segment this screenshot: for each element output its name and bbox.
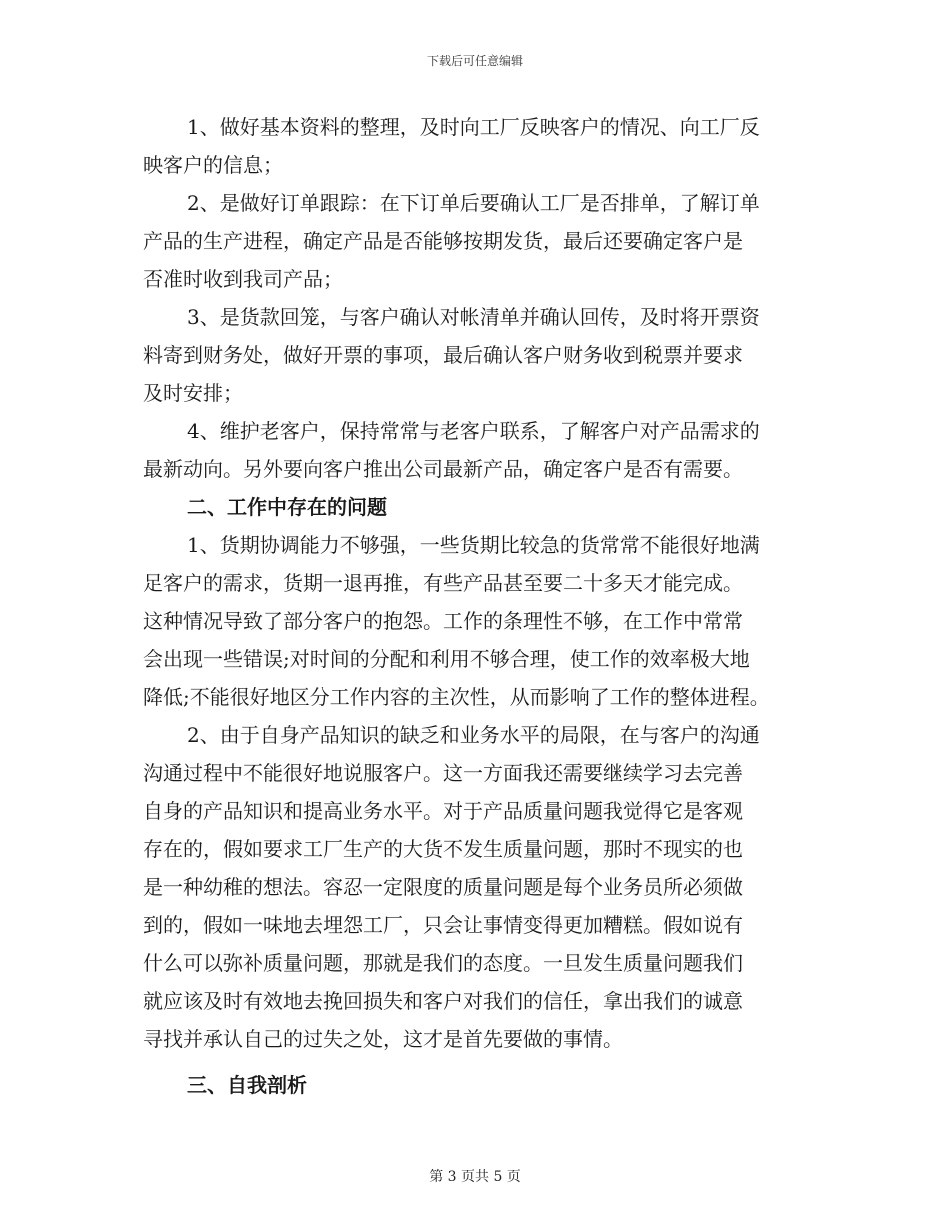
paragraph-line: 最新动向。另外要向客户推出公司最新产品，确定客户是否有需要。 [143, 457, 743, 481]
paragraph-line: 存在的，假如要求工厂生产的大货不发生质量问题，那时不现实的也 [143, 837, 743, 861]
paragraph-line: 2、由于自身产品知识的缺乏和业务水平的局限，在与客户的沟通 [187, 723, 760, 747]
paragraph-line: 及时安排； [143, 381, 243, 405]
paragraph-line: 映客户的信息； [143, 153, 283, 177]
paragraph-line: 3、是货款回笼，与客户确认对帐清单并确认回传，及时将开票资 [187, 305, 760, 329]
page-header: 下载后可任意编辑 [426, 54, 523, 68]
section-heading: 三、自我剖析 [187, 1073, 307, 1097]
page-footer: 第 3 页共 5 页 [429, 1169, 521, 1185]
paragraph-line: 足客户的需求，货期一退再推，有些产品甚至要二十多天才能完成。 [143, 571, 743, 595]
paragraph-line: 会出现一些错误;对时间的分配和利用不够合理，使工作的效率极大地 [143, 647, 750, 671]
paragraph-line: 4、维护老客户，保持常常与老客户联系，了解客户对产品需求的 [187, 419, 760, 443]
paragraph-line: 料寄到财务处，做好开票的事项，最后确认客户财务收到税票并要求 [143, 343, 743, 367]
document-body [143, 108, 823, 1104]
spacer [143, 1058, 823, 1066]
paragraph-line: 什么可以弥补质量问题，那就是我们的态度。一旦发生质量问题我们 [143, 951, 743, 975]
paragraph-line: 是一种幼稚的想法。容忍一定限度的质量问题是每个业务员所必须做 [143, 875, 743, 899]
paragraph-line: 寻找并承认自己的过失之处，这才是首先要做的事情。 [143, 1027, 623, 1051]
paragraph-line: 到的，假如一味地去埋怨工厂，只会让事情变得更加糟糕。假如说有 [143, 913, 743, 937]
paragraph-line: 自身的产品知识和提高业务水平。对于产品质量问题我觉得它是客观 [143, 799, 743, 823]
paragraph-line: 就应该及时有效地去挽回损失和客户对我们的信任，拿出我们的诚意 [143, 989, 743, 1013]
paragraph-line: 产品的生产进程，确定产品是否能够按期发货，最后还要确定客户是 [143, 229, 743, 253]
paragraph-line: 2、是做好订单跟踪：在下订单后要确认工厂是否排单，了解订单 [187, 191, 760, 215]
paragraph-line: 1、做好基本资料的整理，及时向工厂反映客户的情况、向工厂反 [187, 115, 760, 139]
paragraph-line: 1、货期协调能力不够强，一些货期比较急的货常常不能很好地满 [187, 533, 760, 557]
paragraph-line: 否准时收到我司产品； [143, 267, 343, 291]
paragraph-line: 降低;不能很好地区分工作内容的主次性，从而影响了工作的整体进程。 [143, 685, 770, 709]
section-heading: 二、工作中存在的问题 [187, 495, 387, 519]
paragraph-line: 这种情况导致了部分客户的抱怨。工作的条理性不够，在工作中常常 [143, 609, 743, 633]
paragraph-line: 沟通过程中不能很好地说服客户。这一方面我还需要继续学习去完善 [143, 761, 743, 785]
